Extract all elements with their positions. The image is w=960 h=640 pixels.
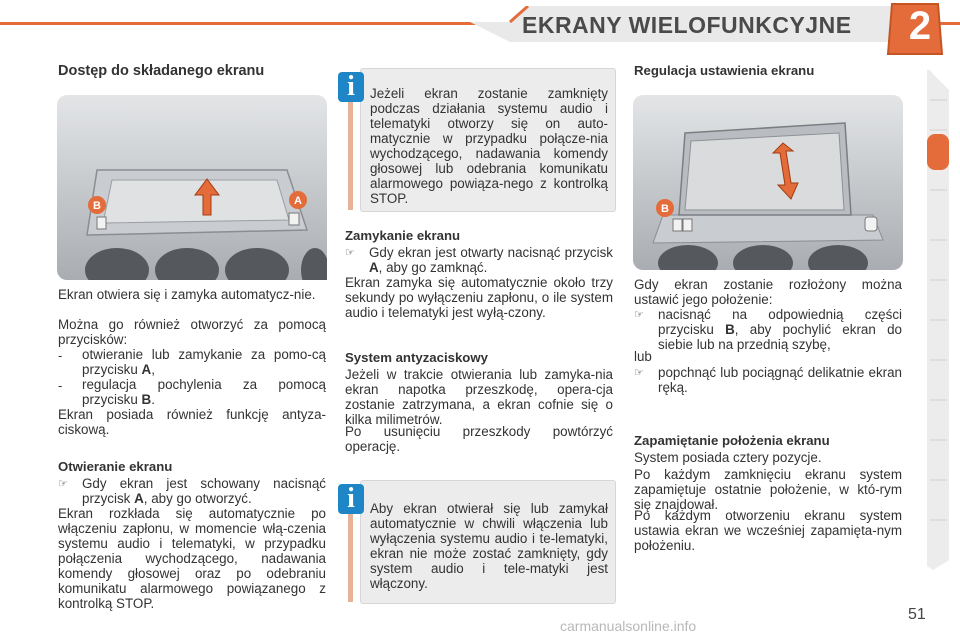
page-number: 51 <box>908 606 926 623</box>
info-bar <box>348 510 353 602</box>
subheading-opening: Otwieranie ekranu <box>58 459 173 474</box>
bullet-closing: ☞ Gdy ekran jest otwarty nacisnąć przycisk A, aby go zamknąć. <box>345 245 613 275</box>
text-anti-pinch-2: Po usunięciu przeszkody powtórzyć operację. <box>345 424 613 454</box>
text-anti-pinch-1: Jeżeli w trakcie otwierania lub zamyka-nia ekran napotka przeszkodę, opera-cja zostanie zatrzymana, a ekran cofnie się o kilka milimetrów. <box>345 367 613 427</box>
heading-memory: Zapamiętanie położenia ekranu <box>634 433 830 448</box>
dash-item-open-close: - otwieranie lub zamykanie za pomo-cą przycisku A, <box>58 347 326 377</box>
pointing-hand-icon: ☞ <box>634 367 644 379</box>
bullet-opening: ☞ Gdy ekran jest schowany nacisnąć przycisk A, aby go otworzyć. <box>58 476 326 506</box>
text-auto-open: Ekran otwiera się i zamyka automatycz-nie. <box>58 287 316 302</box>
text-auto-close: Ekran zamyka się automatycznie około trzy sekundy po wyłączeniu zapłonu, o ile system audio i telematyki jest wyłą-czony. <box>345 275 613 320</box>
dashboard-illustration-closed <box>57 95 327 280</box>
heading-anti-pinch: System antyzaciskowy <box>345 350 488 365</box>
info-icon: i <box>338 72 364 102</box>
info-bar <box>348 100 353 210</box>
pointing-hand-icon: ☞ <box>634 309 644 321</box>
bullet-push-pull: ☞ popchnąć lub pociągnąć delikatnie ekran ręką. <box>634 365 902 395</box>
text-buttons-intro: Można go również otworzyć za pomocą przycisków: <box>58 317 326 347</box>
pointing-hand-icon: ☞ <box>345 247 355 259</box>
label-b: B <box>661 203 669 215</box>
text-anti-pinch: Ekran posiada również funkcję antyza-ciskową. <box>58 407 326 437</box>
dash-item-tilt: - regulacja pochylenia za pomocą przycisku B. <box>58 377 326 407</box>
info-text-auto-open: Jeżeli ekran zostanie zamknięty podczas działania systemu audio i telematyki otworzy się on auto-matycznie w przypadku połącze-nia wychodzącego, nadawania komendy głosowej lub odebrania komunikatu alarmowego powiąza-nego z kontrolką STOP. <box>370 86 608 206</box>
chapter-number: 2 <box>908 4 932 48</box>
text-memory-1: System posiada cztery pozycje. <box>634 450 822 465</box>
info-text-condition: Aby ekran otwierał się lub zamykał automatycznie w chwili włączenia lub wyłączenia systemu audio i te-lematyki, ekran nie może zostać zamknięty, gdy system audio i tele-matyki jest włączony. <box>370 501 608 591</box>
heading-closing: Zamykanie ekranu <box>345 228 461 243</box>
text-memory-3: Po każdym otworzeniu ekranu system ustawia ekran we wcześniej zapamięta-nym położeniu. <box>634 508 902 553</box>
chapter-side-tabs <box>927 70 949 570</box>
text-adjust-intro: Gdy ekran zostanie rozłożony można ustawić jego położenie: <box>634 277 902 307</box>
label-b: B <box>93 200 101 212</box>
watermark: carmanualsonline.info <box>560 618 697 634</box>
text-auto-unfold: Ekran rozkłada się automatycznie po włączeniu zapłonu, w momencie włą-czenia systemu audio i telematyki, w przypadku połączenia wychodzącego, nadawania komendy głosowej oraz po odebraniu komunikatu alarmowego powiązanego z kontrolką STOP. <box>58 506 326 611</box>
info-icon: i <box>338 484 364 514</box>
pointing-hand-icon: ☞ <box>58 478 68 490</box>
heading-adjust: Regulacja ustawienia ekranu <box>634 63 815 78</box>
text-memory-2: Po każdym zamknięciu ekranu system zapamiętuje ostatnie położenie, w któ-rym się znajdował. <box>634 467 902 512</box>
text-or: lub <box>634 349 652 364</box>
label-a: A <box>294 195 302 207</box>
section-heading-access: Dostęp do składanego ekranu <box>58 63 265 79</box>
dashboard-illustration-open <box>633 95 903 270</box>
bullet-press-b: ☞ nacisnąć na odpowiednią części przycisku B, aby pochylić ekran do siebie lub na przednią szybę, <box>634 307 902 352</box>
page-title: EKRANY WIELOFUNKCYJNE <box>522 12 852 38</box>
